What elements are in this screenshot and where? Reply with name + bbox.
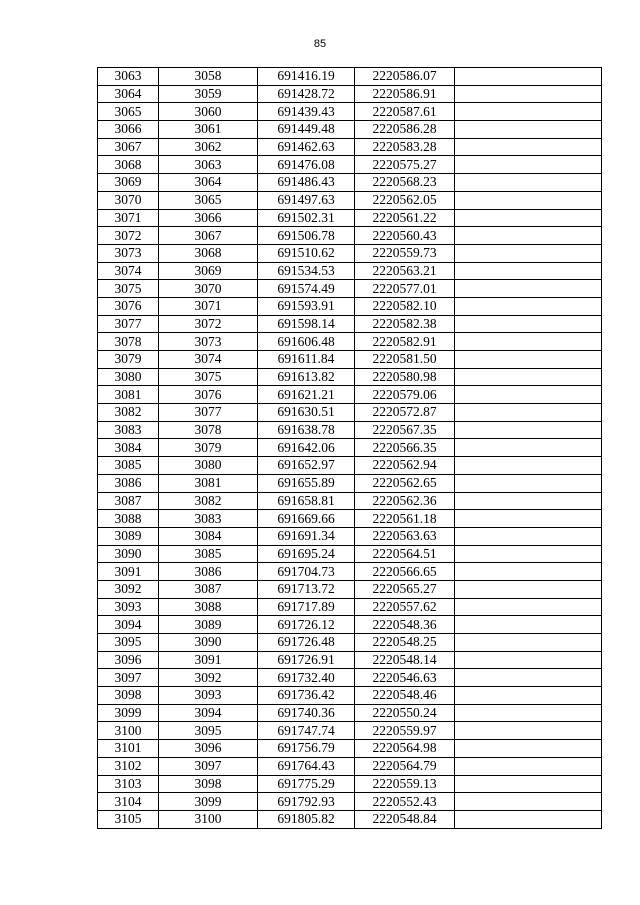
y-coordinate-cell: 2220562.94 — [355, 457, 455, 475]
row-index-cell: 3075 — [98, 280, 159, 298]
x-coordinate-cell: 691598.14 — [258, 315, 355, 333]
y-coordinate-cell: 2220548.46 — [355, 687, 455, 705]
table-row — [98, 492, 602, 510]
notes-cell — [455, 138, 602, 156]
row-index-cell: 3097 — [98, 669, 159, 687]
notes-cell — [455, 368, 602, 386]
point-id-cell: 3080 — [159, 457, 258, 475]
notes-cell — [455, 333, 602, 351]
y-coordinate-cell: 2220562.05 — [355, 191, 455, 209]
table-row — [98, 457, 602, 475]
y-coordinate-cell: 2220580.98 — [355, 368, 455, 386]
notes-cell — [455, 669, 602, 687]
point-id-cell: 3086 — [159, 563, 258, 581]
notes-cell — [455, 315, 602, 333]
table-row — [98, 651, 602, 669]
x-coordinate-cell: 691416.19 — [258, 68, 355, 86]
notes-cell — [455, 262, 602, 280]
y-coordinate-cell: 2220561.18 — [355, 510, 455, 528]
point-id-cell: 3085 — [159, 545, 258, 563]
row-index-cell: 3088 — [98, 510, 159, 528]
x-coordinate-cell: 691805.82 — [258, 810, 355, 828]
row-index-cell: 3067 — [98, 138, 159, 156]
x-coordinate-cell: 691726.12 — [258, 616, 355, 634]
point-id-cell: 3073 — [159, 333, 258, 351]
point-id-cell: 3093 — [159, 687, 258, 705]
point-id-cell: 3082 — [159, 492, 258, 510]
notes-cell — [455, 810, 602, 828]
table-row — [98, 262, 602, 280]
point-id-cell: 3098 — [159, 775, 258, 793]
table-row — [98, 386, 602, 404]
notes-cell — [455, 757, 602, 775]
point-id-cell: 3065 — [159, 191, 258, 209]
row-index-cell: 3079 — [98, 351, 159, 369]
table-body — [98, 68, 602, 829]
point-id-cell: 3091 — [159, 651, 258, 669]
row-index-cell: 3095 — [98, 634, 159, 652]
row-index-cell: 3074 — [98, 262, 159, 280]
point-id-cell: 3088 — [159, 598, 258, 616]
row-index-cell: 3093 — [98, 598, 159, 616]
row-index-cell: 3103 — [98, 775, 159, 793]
x-coordinate-cell: 691652.97 — [258, 457, 355, 475]
point-id-cell: 3083 — [159, 510, 258, 528]
point-id-cell: 3092 — [159, 669, 258, 687]
y-coordinate-cell: 2220559.97 — [355, 722, 455, 740]
row-index-cell: 3073 — [98, 244, 159, 262]
x-coordinate-cell: 691655.89 — [258, 474, 355, 492]
y-coordinate-cell: 2220566.65 — [355, 563, 455, 581]
y-coordinate-cell: 2220575.27 — [355, 156, 455, 174]
y-coordinate-cell: 2220577.01 — [355, 280, 455, 298]
table-row — [98, 368, 602, 386]
x-coordinate-cell: 691506.78 — [258, 227, 355, 245]
table-row — [98, 545, 602, 563]
x-coordinate-cell: 691621.21 — [258, 386, 355, 404]
point-id-cell: 3076 — [159, 386, 258, 404]
row-index-cell: 3094 — [98, 616, 159, 634]
row-index-cell: 3072 — [98, 227, 159, 245]
y-coordinate-cell: 2220550.24 — [355, 704, 455, 722]
point-id-cell: 3099 — [159, 793, 258, 811]
x-coordinate-cell: 691486.43 — [258, 174, 355, 192]
x-coordinate-cell: 691726.91 — [258, 651, 355, 669]
row-index-cell: 3099 — [98, 704, 159, 722]
x-coordinate-cell: 691534.53 — [258, 262, 355, 280]
x-coordinate-cell: 691740.36 — [258, 704, 355, 722]
notes-cell — [455, 775, 602, 793]
y-coordinate-cell: 2220587.61 — [355, 103, 455, 121]
table-row — [98, 174, 602, 192]
notes-cell — [455, 351, 602, 369]
y-coordinate-cell: 2220557.62 — [355, 598, 455, 616]
table-row — [98, 704, 602, 722]
x-coordinate-cell: 691449.48 — [258, 121, 355, 139]
table-row — [98, 103, 602, 121]
y-coordinate-cell: 2220582.91 — [355, 333, 455, 351]
table-row — [98, 775, 602, 793]
table-row — [98, 68, 602, 86]
x-coordinate-cell: 691476.08 — [258, 156, 355, 174]
x-coordinate-cell: 691792.93 — [258, 793, 355, 811]
table-row — [98, 580, 602, 598]
row-index-cell: 3065 — [98, 103, 159, 121]
x-coordinate-cell: 691439.43 — [258, 103, 355, 121]
row-index-cell: 3068 — [98, 156, 159, 174]
row-index-cell: 3070 — [98, 191, 159, 209]
row-index-cell: 3089 — [98, 527, 159, 545]
point-id-cell: 3059 — [159, 85, 258, 103]
y-coordinate-cell: 2220560.43 — [355, 227, 455, 245]
point-id-cell: 3075 — [159, 368, 258, 386]
y-coordinate-cell: 2220548.14 — [355, 651, 455, 669]
y-coordinate-cell: 2220564.98 — [355, 740, 455, 758]
notes-cell — [455, 156, 602, 174]
notes-cell — [455, 85, 602, 103]
y-coordinate-cell: 2220567.35 — [355, 421, 455, 439]
x-coordinate-cell: 691756.79 — [258, 740, 355, 758]
y-coordinate-cell: 2220565.27 — [355, 580, 455, 598]
notes-cell — [455, 386, 602, 404]
row-index-cell: 3076 — [98, 297, 159, 315]
y-coordinate-cell: 2220546.63 — [355, 669, 455, 687]
notes-cell — [455, 439, 602, 457]
notes-cell — [455, 492, 602, 510]
y-coordinate-cell: 2220586.91 — [355, 85, 455, 103]
notes-cell — [455, 121, 602, 139]
y-coordinate-cell: 2220552.43 — [355, 793, 455, 811]
row-index-cell: 3100 — [98, 722, 159, 740]
y-coordinate-cell: 2220564.51 — [355, 545, 455, 563]
coordinates-table — [97, 67, 602, 829]
table-row — [98, 510, 602, 528]
x-coordinate-cell: 691574.49 — [258, 280, 355, 298]
y-coordinate-cell: 2220581.50 — [355, 351, 455, 369]
y-coordinate-cell: 2220563.63 — [355, 527, 455, 545]
row-index-cell: 3104 — [98, 793, 159, 811]
x-coordinate-cell: 691704.73 — [258, 563, 355, 581]
table-row — [98, 421, 602, 439]
table-row — [98, 333, 602, 351]
table-row — [98, 297, 602, 315]
x-coordinate-cell: 691606.48 — [258, 333, 355, 351]
row-index-cell: 3066 — [98, 121, 159, 139]
table-row — [98, 209, 602, 227]
notes-cell — [455, 722, 602, 740]
table-row — [98, 474, 602, 492]
y-coordinate-cell: 2220582.10 — [355, 297, 455, 315]
y-coordinate-cell: 2220562.65 — [355, 474, 455, 492]
point-id-cell: 3070 — [159, 280, 258, 298]
point-id-cell: 3090 — [159, 634, 258, 652]
table-row — [98, 121, 602, 139]
table-row — [98, 598, 602, 616]
notes-cell — [455, 598, 602, 616]
point-id-cell: 3077 — [159, 404, 258, 422]
notes-cell — [455, 580, 602, 598]
y-coordinate-cell: 2220563.21 — [355, 262, 455, 280]
point-id-cell: 3067 — [159, 227, 258, 245]
table-row — [98, 351, 602, 369]
table-row — [98, 315, 602, 333]
table-row — [98, 227, 602, 245]
x-coordinate-cell: 691497.63 — [258, 191, 355, 209]
y-coordinate-cell: 2220548.84 — [355, 810, 455, 828]
x-coordinate-cell: 691638.78 — [258, 421, 355, 439]
table-row — [98, 527, 602, 545]
x-coordinate-cell: 691732.40 — [258, 669, 355, 687]
y-coordinate-cell: 2220572.87 — [355, 404, 455, 422]
point-id-cell: 3069 — [159, 262, 258, 280]
row-index-cell: 3063 — [98, 68, 159, 86]
row-index-cell: 3087 — [98, 492, 159, 510]
notes-cell — [455, 103, 602, 121]
x-coordinate-cell: 691717.89 — [258, 598, 355, 616]
y-coordinate-cell: 2220586.28 — [355, 121, 455, 139]
row-index-cell: 3101 — [98, 740, 159, 758]
x-coordinate-cell: 691695.24 — [258, 545, 355, 563]
x-coordinate-cell: 691510.62 — [258, 244, 355, 262]
row-index-cell: 3077 — [98, 315, 159, 333]
notes-cell — [455, 545, 602, 563]
row-index-cell: 3081 — [98, 386, 159, 404]
row-index-cell: 3078 — [98, 333, 159, 351]
notes-cell — [455, 191, 602, 209]
notes-cell — [455, 457, 602, 475]
point-id-cell: 3094 — [159, 704, 258, 722]
row-index-cell: 3105 — [98, 810, 159, 828]
y-coordinate-cell: 2220583.28 — [355, 138, 455, 156]
point-id-cell: 3071 — [159, 297, 258, 315]
notes-cell — [455, 280, 602, 298]
x-coordinate-cell: 691611.84 — [258, 351, 355, 369]
point-id-cell: 3081 — [159, 474, 258, 492]
y-coordinate-cell: 2220566.35 — [355, 439, 455, 457]
row-index-cell: 3098 — [98, 687, 159, 705]
row-index-cell: 3090 — [98, 545, 159, 563]
row-index-cell: 3082 — [98, 404, 159, 422]
table-row — [98, 634, 602, 652]
point-id-cell: 3100 — [159, 810, 258, 828]
table-row — [98, 280, 602, 298]
point-id-cell: 3089 — [159, 616, 258, 634]
point-id-cell: 3072 — [159, 315, 258, 333]
table-row — [98, 439, 602, 457]
table-row — [98, 191, 602, 209]
point-id-cell: 3066 — [159, 209, 258, 227]
notes-cell — [455, 563, 602, 581]
x-coordinate-cell: 691726.48 — [258, 634, 355, 652]
table-row — [98, 757, 602, 775]
y-coordinate-cell: 2220562.36 — [355, 492, 455, 510]
point-id-cell: 3096 — [159, 740, 258, 758]
table-row — [98, 138, 602, 156]
x-coordinate-cell: 691630.51 — [258, 404, 355, 422]
x-coordinate-cell: 691642.06 — [258, 439, 355, 457]
x-coordinate-cell: 691736.42 — [258, 687, 355, 705]
table-row — [98, 85, 602, 103]
notes-cell — [455, 297, 602, 315]
notes-cell — [455, 404, 602, 422]
x-coordinate-cell: 691775.29 — [258, 775, 355, 793]
point-id-cell: 3064 — [159, 174, 258, 192]
notes-cell — [455, 527, 602, 545]
notes-cell — [455, 687, 602, 705]
point-id-cell: 3068 — [159, 244, 258, 262]
x-coordinate-cell: 691502.31 — [258, 209, 355, 227]
x-coordinate-cell: 691593.91 — [258, 297, 355, 315]
row-index-cell: 3096 — [98, 651, 159, 669]
notes-cell — [455, 474, 602, 492]
x-coordinate-cell: 691658.81 — [258, 492, 355, 510]
y-coordinate-cell: 2220586.07 — [355, 68, 455, 86]
notes-cell — [455, 174, 602, 192]
x-coordinate-cell: 691691.34 — [258, 527, 355, 545]
x-coordinate-cell: 691613.82 — [258, 368, 355, 386]
table-row — [98, 404, 602, 422]
row-index-cell: 3102 — [98, 757, 159, 775]
x-coordinate-cell: 691713.72 — [258, 580, 355, 598]
y-coordinate-cell: 2220561.22 — [355, 209, 455, 227]
point-id-cell: 3063 — [159, 156, 258, 174]
point-id-cell: 3095 — [159, 722, 258, 740]
y-coordinate-cell: 2220548.36 — [355, 616, 455, 634]
y-coordinate-cell: 2220582.38 — [355, 315, 455, 333]
y-coordinate-cell: 2220559.73 — [355, 244, 455, 262]
point-id-cell: 3079 — [159, 439, 258, 457]
point-id-cell: 3097 — [159, 757, 258, 775]
x-coordinate-cell: 691747.74 — [258, 722, 355, 740]
y-coordinate-cell: 2220579.06 — [355, 386, 455, 404]
row-index-cell: 3092 — [98, 580, 159, 598]
notes-cell — [455, 616, 602, 634]
x-coordinate-cell: 691428.72 — [258, 85, 355, 103]
row-index-cell: 3080 — [98, 368, 159, 386]
table-row — [98, 669, 602, 687]
point-id-cell: 3060 — [159, 103, 258, 121]
notes-cell — [455, 634, 602, 652]
notes-cell — [455, 209, 602, 227]
point-id-cell: 3061 — [159, 121, 258, 139]
table-row — [98, 687, 602, 705]
point-id-cell: 3074 — [159, 351, 258, 369]
notes-cell — [455, 227, 602, 245]
table-row — [98, 793, 602, 811]
notes-cell — [455, 793, 602, 811]
row-index-cell: 3069 — [98, 174, 159, 192]
notes-cell — [455, 510, 602, 528]
row-index-cell: 3064 — [98, 85, 159, 103]
row-index-cell: 3071 — [98, 209, 159, 227]
point-id-cell: 3078 — [159, 421, 258, 439]
notes-cell — [455, 244, 602, 262]
y-coordinate-cell: 2220548.25 — [355, 634, 455, 652]
x-coordinate-cell: 691764.43 — [258, 757, 355, 775]
table-row — [98, 616, 602, 634]
page-number: 85 — [313, 38, 327, 50]
table-row — [98, 156, 602, 174]
point-id-cell: 3062 — [159, 138, 258, 156]
row-index-cell: 3091 — [98, 563, 159, 581]
notes-cell — [455, 68, 602, 86]
row-index-cell: 3083 — [98, 421, 159, 439]
notes-cell — [455, 740, 602, 758]
table-row — [98, 244, 602, 262]
notes-cell — [455, 421, 602, 439]
x-coordinate-cell: 691462.63 — [258, 138, 355, 156]
point-id-cell: 3087 — [159, 580, 258, 598]
row-index-cell: 3086 — [98, 474, 159, 492]
notes-cell — [455, 704, 602, 722]
y-coordinate-cell: 2220564.79 — [355, 757, 455, 775]
x-coordinate-cell: 691669.66 — [258, 510, 355, 528]
y-coordinate-cell: 2220568.23 — [355, 174, 455, 192]
row-index-cell: 3084 — [98, 439, 159, 457]
table-row — [98, 563, 602, 581]
point-id-cell: 3058 — [159, 68, 258, 86]
notes-cell — [455, 651, 602, 669]
table-row — [98, 740, 602, 758]
point-id-cell: 3084 — [159, 527, 258, 545]
y-coordinate-cell: 2220559.13 — [355, 775, 455, 793]
row-index-cell: 3085 — [98, 457, 159, 475]
table-row — [98, 722, 602, 740]
table-row — [98, 810, 602, 828]
